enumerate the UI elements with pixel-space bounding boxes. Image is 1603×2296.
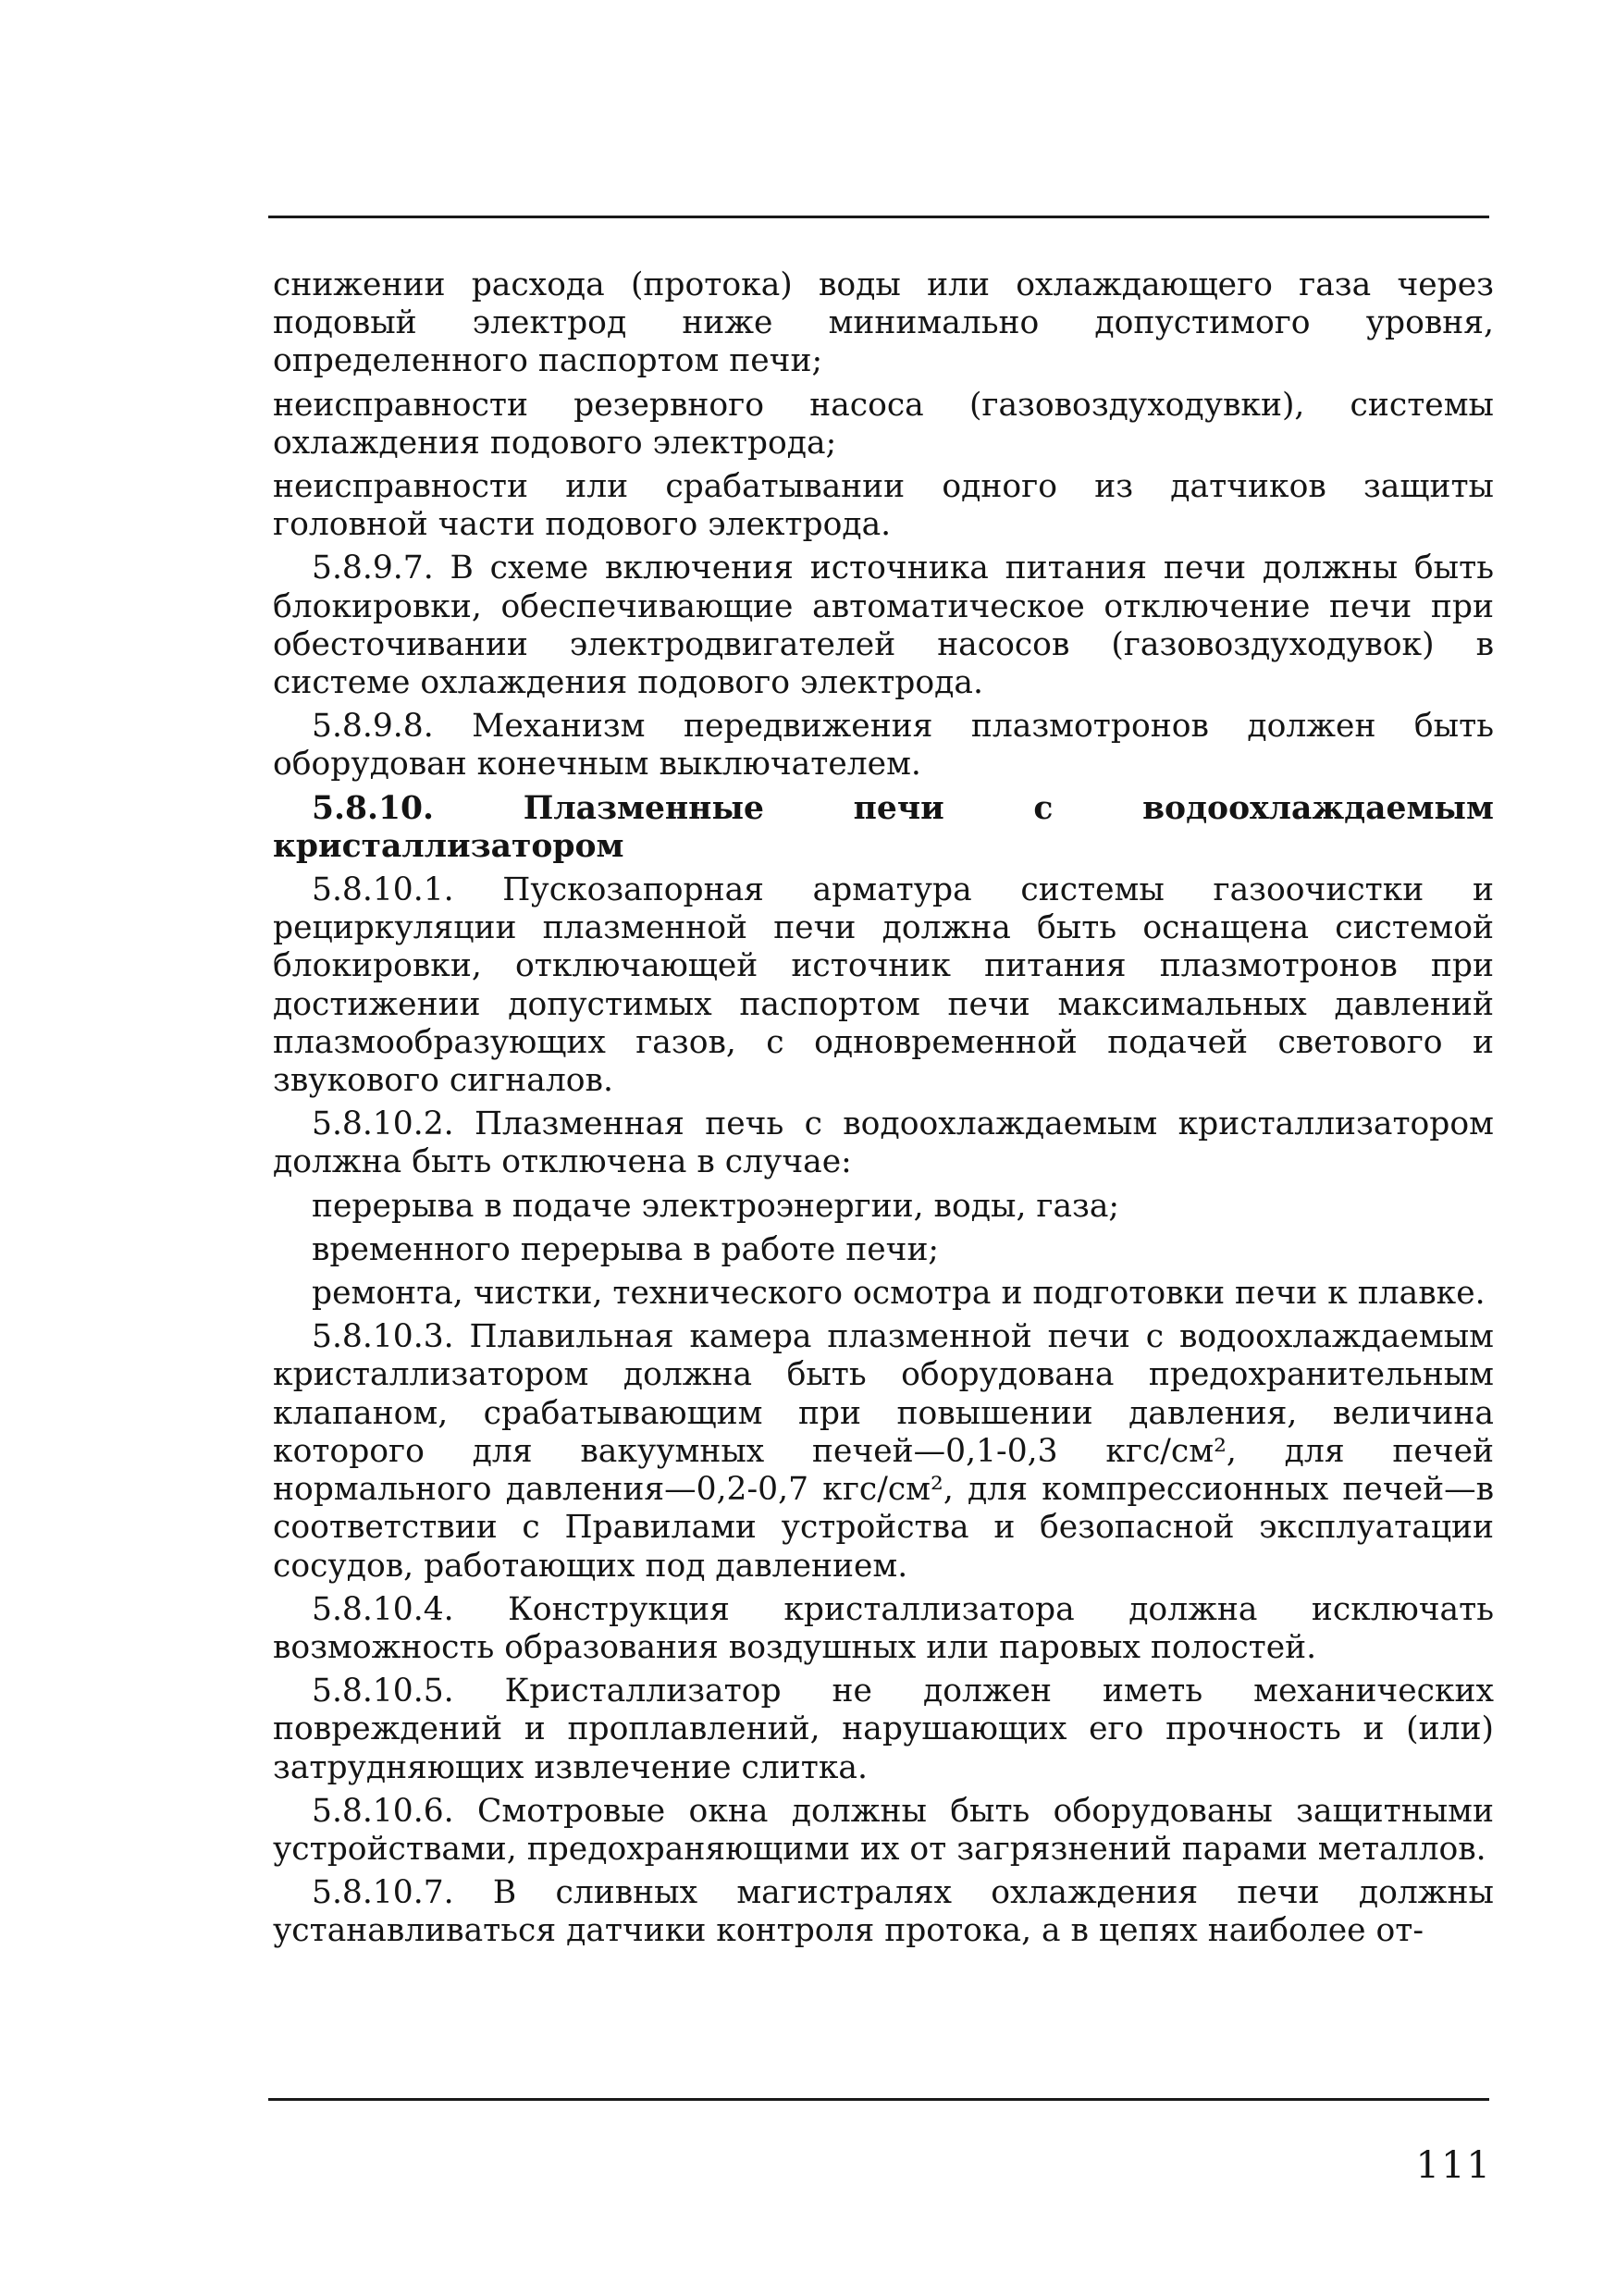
clause-5-8-10-1: 5.8.10.1. Пускозапорная арматура системы газоочистки и рециркуляции плазменной печи должна быть оснащена системой блокировки, отключающей источник питания плазмотронов при достижении допустимых паспортом печи максимальных давлений плазмообразующих газов, с одновременной подачей светового и звукового сигналов. xyxy=(273,871,1494,1100)
body-text xyxy=(273,266,1494,1957)
bottom-rule xyxy=(268,2098,1489,2101)
page-number: 111 xyxy=(1415,2144,1492,2187)
clause-5-8-9-7: 5.8.9.7. В схеме включения источника питания печи должны быть блокировки, обеспечивающие автоматическое отключение печи при обесточивании электродвигателей насосов (газовоздуходувок) в системе охлаждения подового электрода. xyxy=(273,549,1494,702)
clause-5-8-9-8: 5.8.9.8. Механизм передвижения плазмотронов должен быть оборудован конечным выключателем. xyxy=(273,708,1494,784)
clause-5-8-10-2: 5.8.10.2. Плазменная печь с водоохлаждаемым кристаллизатором должна быть отключена в случае: xyxy=(273,1105,1494,1181)
list-item-repair: ремонта, чистки, технического осмотра и подготовки печи к плавке. xyxy=(312,1275,1486,1313)
clause-5-8-10-4: 5.8.10.4. Конструкция кристаллизатора должна исключать возможность образования воздушных или паровых полостей. xyxy=(273,1590,1494,1666)
paragraph-1: снижении расхода (протока) воды или охлаждающего газа через подовый электрод ниже минимально допустимого уровня, определенного паспортом печи; xyxy=(273,266,1494,380)
top-rule xyxy=(268,216,1489,218)
clause-5-8-10-5: 5.8.10.5. Кристаллизатор не должен иметь механических повреждений и проплавлений, нарушающих его прочность и (или) затрудняющих извлечение слитка. xyxy=(273,1673,1494,1786)
clause-5-8-10-7: 5.8.10.7. В сливных магистралях охлаждения печи должны устанавливаться датчики контроля протока, а в цепях наиболее от- xyxy=(273,1874,1494,1950)
section-heading-5-8-10: 5.8.10. Плазменные печи с водоохлаждаемым кристаллизатором xyxy=(273,789,1494,865)
clause-5-8-10-6: 5.8.10.6. Смотровые окна должны быть оборудованы защитными устройствами, предохраняющими их от загрязнений парами металлов. xyxy=(273,1792,1494,1868)
list-item-temporary-stop: временного перерыва в работе печи; xyxy=(312,1230,940,1268)
clause-5-8-10-3: 5.8.10.3. Плавильная камера плазменной печи с водоохлаждаемым кристаллизатором должна быть оборудована предохранительным клапаном, срабатывающим при повышении давления, величина которого для вакуумных печей—0,1-0,3 кгс/см², для печей нормального давления—0,2-0,7 кгс/см², для компрессионных печей—в соответствии с Правилами устройства и безопасной эксплуатации сосудов, работающих под давлением. xyxy=(273,1318,1494,1585)
paragraph-2: неисправности резервного насоса (газовоздуходувки), системы охлаждения подового электрода; xyxy=(273,386,1494,462)
paragraph-3: неисправности или срабатывании одного из датчиков защиты головной части подового электрода. xyxy=(273,468,1494,544)
list-item-power-interruption: перерыва в подаче электроэнергии, воды, газа; xyxy=(312,1187,1120,1225)
